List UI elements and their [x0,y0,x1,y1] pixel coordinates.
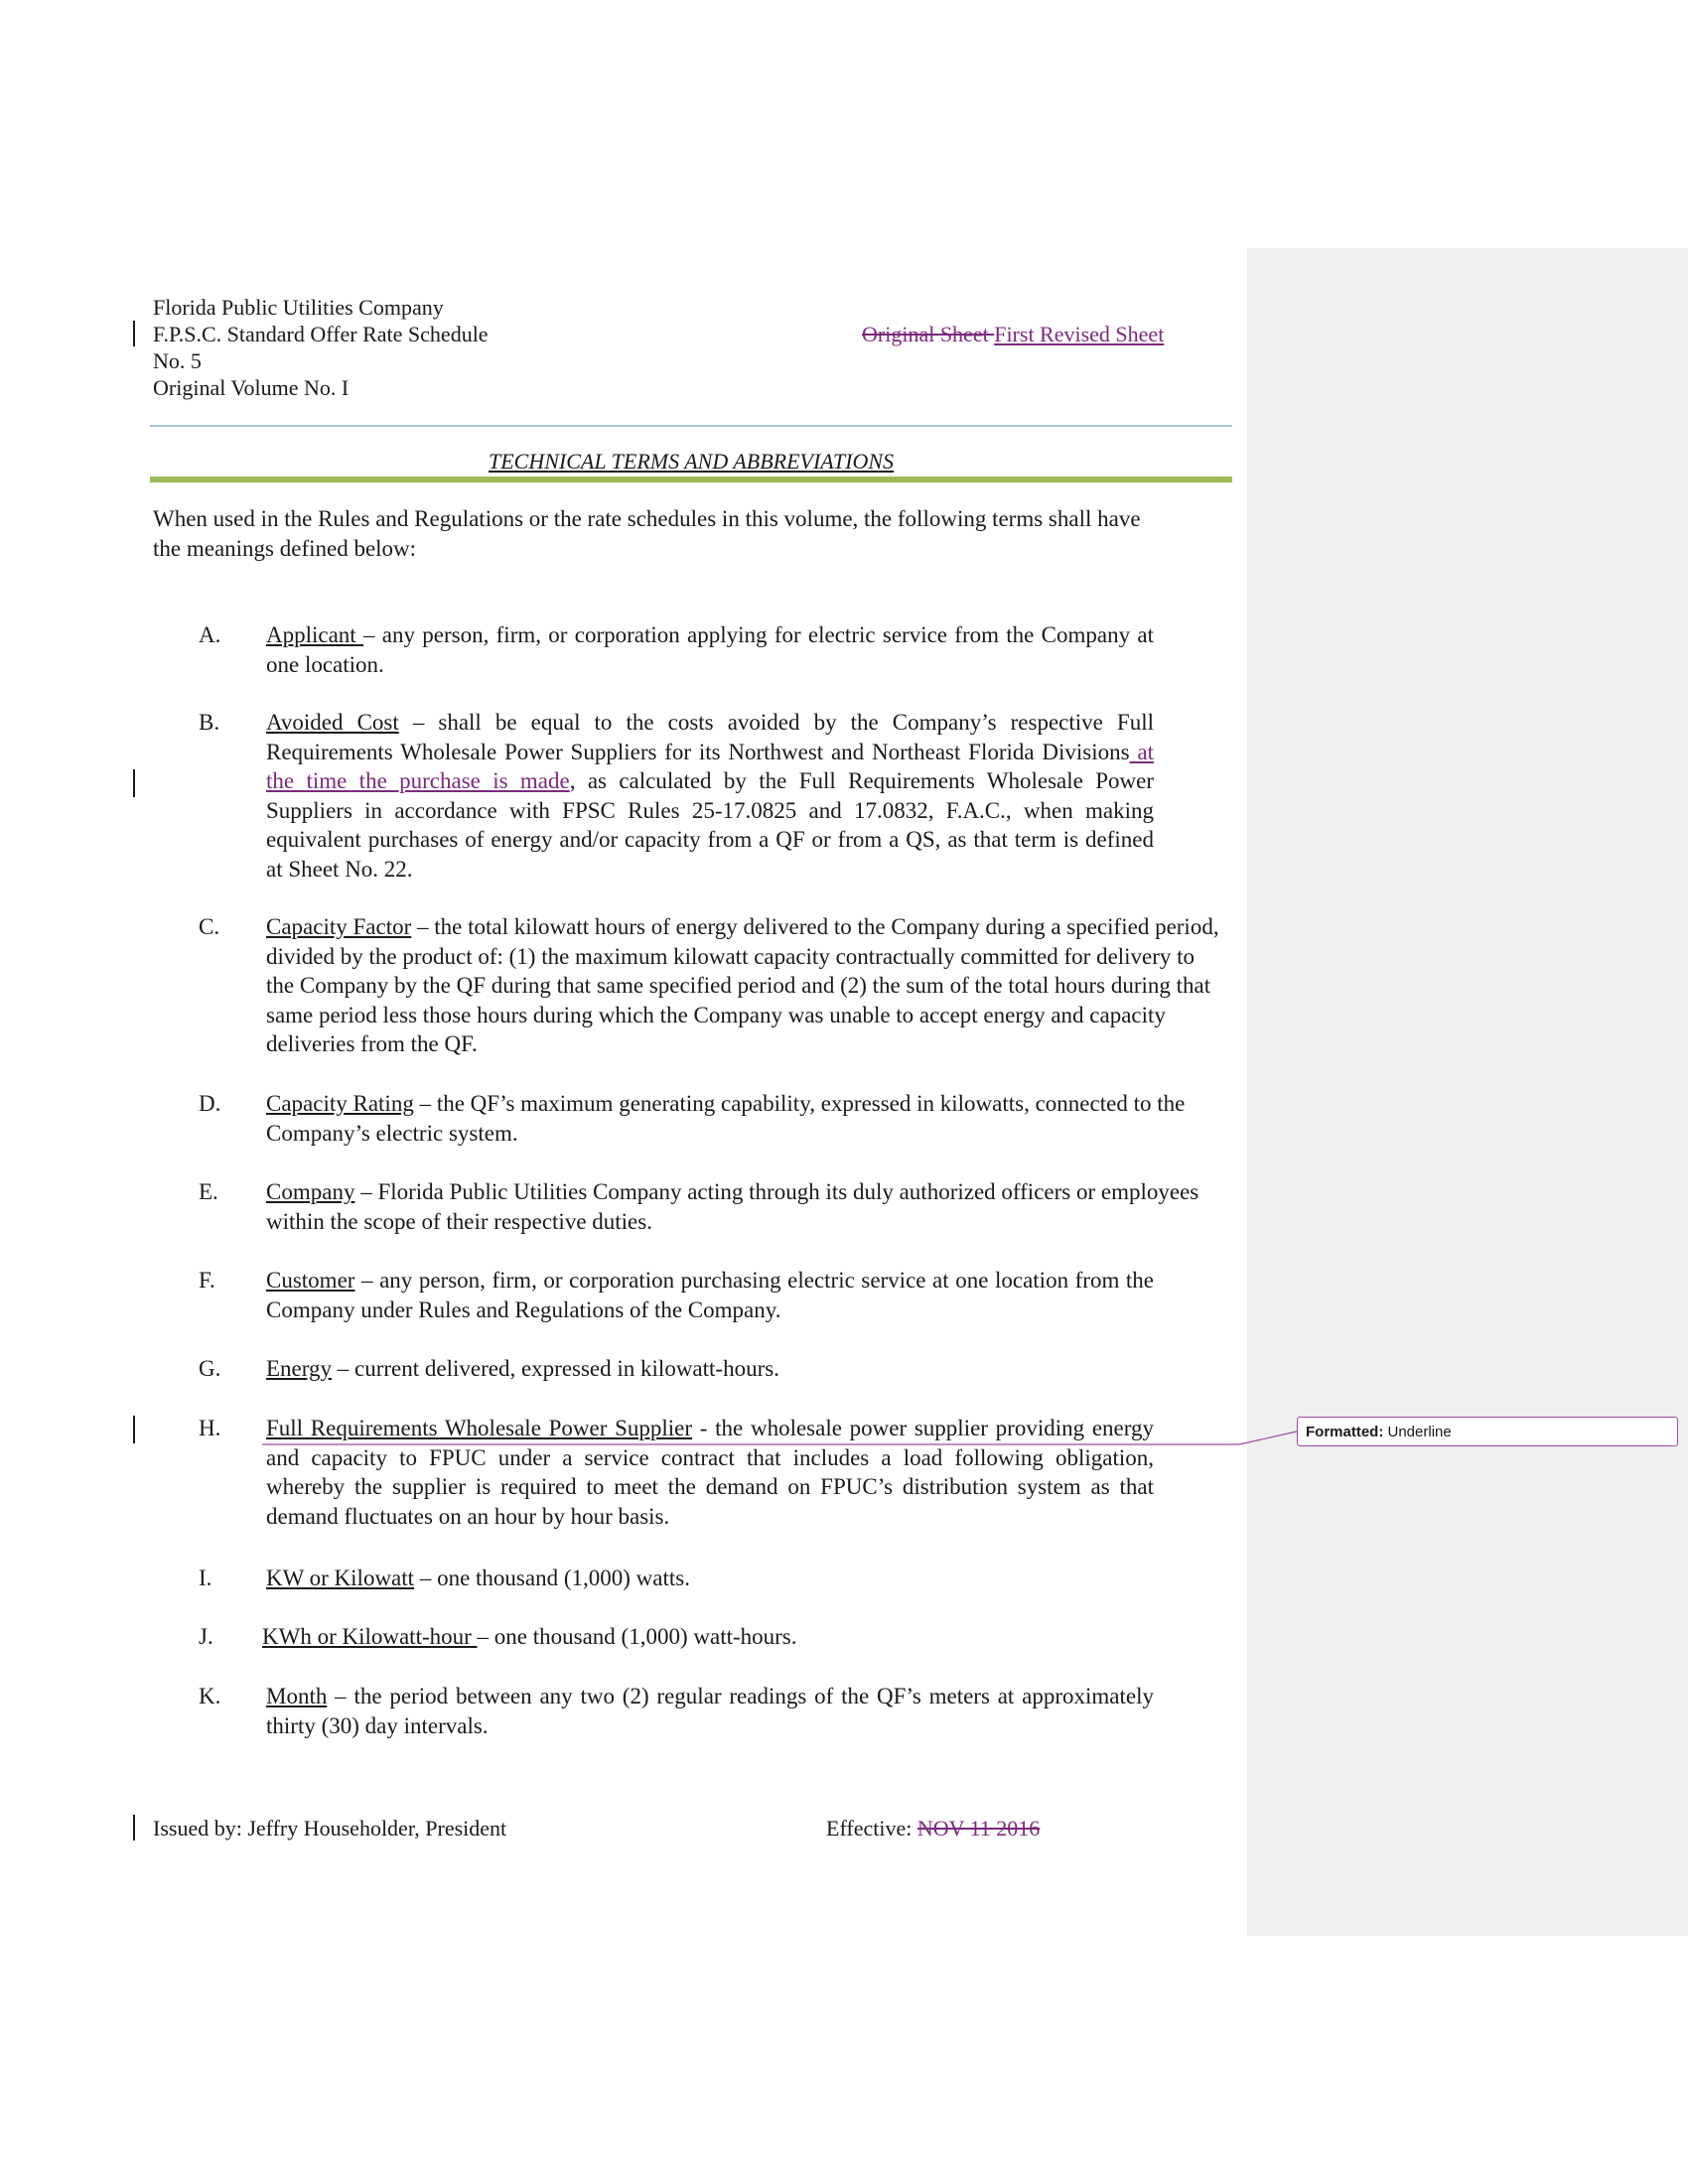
item-body [266,912,1219,1059]
item-text: - the wholesale power supplier providing energy and capacity to FPUC under a service contract that includes a load following obligation, whereby the supplier is required to meet the demand on FPUC’s distribution system as that demand fluctuates on an hour by hour basis. [266,1416,1154,1529]
item-body [266,1414,1154,1531]
item-text-after: , as calculated by the Full Requirements Wholesale Power Suppliers in accordance with FPSC Rules 25-17.0825 and 17.0832, F.A.C., when making equivalent purchases of energy and/or capacity from a QF or from a QS, as that term is defined at Sheet No. 22. [266,768,1154,882]
item-body [266,1564,1219,1593]
item-letter: D. [199,1091,221,1116]
item-term: Capacity Rating [266,1091,414,1116]
item-text: – any person, firm, or corporation purchasing electric service at one location from the Company under Rules and Regulations of the Company. [266,1268,1154,1322]
header-company: Florida Public Utilities Company [153,295,444,320]
item-term: Capacity Factor [266,914,412,939]
item-body [266,1354,1219,1384]
inserted-text: at the time the purchase is made [266,739,1155,793]
item-body [266,1177,1219,1236]
item-letter: G. [199,1356,221,1381]
item-letter: E. [199,1179,218,1204]
item-body [266,1682,1154,1740]
item-letter: H. [199,1416,221,1440]
item-term: Company [266,1179,355,1204]
item-letter: C. [199,914,220,939]
footer-effective [826,1815,1040,1842]
sheet-deleted-text: Original Sheet [862,322,995,346]
header-divider [150,425,1232,427]
item-letter: A. [199,622,221,647]
title-divider [150,477,1232,482]
header-sheet [862,321,1164,347]
change-bar-footer [133,1815,135,1841]
header-volume: Original Volume No. I [153,375,350,400]
header-number: No. 5 [153,348,202,373]
item-text: – any person, firm, or corporation applying for electric service from the Company at one location. [266,622,1154,677]
format-comment-balloon[interactable] [1297,1417,1678,1446]
comment-value: Underline [1383,1424,1452,1440]
section-title: TECHNICAL TERMS AND ABBREVIATIONS [488,449,895,474]
effective-label: Effective: [826,1816,917,1841]
item-text: – one thousand (1,000) watts. [414,1566,690,1590]
item-letter: B. [199,710,220,735]
item-body [262,1622,1215,1652]
item-text: – Florida Public Utilities Company acting through its duly authorized officers or employees within the scope of their respective duties. [266,1179,1199,1234]
item-term: Customer [266,1268,355,1293]
item-text: – the total kilowatt hours of energy delivered to the Company during a specified period, divided by the product of: (1) the maximum kilowatt capacity contractually committed for delivery to the Company by the QF during that same specified period and (2) the sum of the total hours during that same period less those hours during which the Company was unable to accept energy and capacity deliveries from the QF. [266,914,1219,1056]
change-bar-header [133,321,135,346]
item-term: Applicant [266,622,363,647]
item-text: – one thousand (1,000) watt-hours. [477,1624,797,1649]
item-term: KWh or Kilowatt-hour [262,1624,478,1649]
item-text: – the period between any two (2) regular readings of the QF’s meters at approximately thirty (30) day intervals. [266,1684,1154,1738]
item-body [266,1089,1219,1148]
comment-label: Formatted: [1306,1424,1384,1440]
item-letter: J. [199,1624,213,1649]
item-term: Full Requirements Wholesale Power Supplier [266,1416,693,1440]
header-schedule: F.P.S.C. Standard Offer Rate Schedule [153,322,489,346]
footer-issued-by: Issued by: Jeffry Householder, President [153,1816,507,1841]
item-term: Energy [266,1356,333,1381]
item-body [266,708,1154,884]
item-term: Avoided Cost [266,710,399,735]
comment-margin-pane [1247,248,1688,1936]
item-letter: I. [199,1566,212,1590]
item-letter: F. [199,1268,215,1293]
item-body [266,620,1154,679]
item-letter: K. [199,1684,221,1708]
sheet-inserted-text: First Revised Sheet [994,322,1165,346]
intro-paragraph: When used in the Rules and Regulations or the rate schedules in this volume, the following terms shall have the meanings defined below: [153,506,1141,561]
change-bar-item-h [133,1416,135,1443]
item-text: – the QF’s maximum generating capability, expressed in kilowatts, connected to the Company’s electric system. [266,1091,1186,1146]
item-term: KW or Kilowatt [266,1566,415,1590]
item-text: – current delivered, expressed in kilowatt-hours. [332,1356,779,1381]
item-text: – shall be equal to the costs avoided by the Company’s respective Full Requirements Wholesale Power Suppliers for its Northwest and Northeast Florida Divisions [266,710,1154,764]
effective-deleted-date: NOV 11 2016 [916,1816,1041,1841]
item-term: Month [266,1684,328,1708]
item-body [266,1266,1154,1324]
change-bar-item-b [133,769,135,797]
